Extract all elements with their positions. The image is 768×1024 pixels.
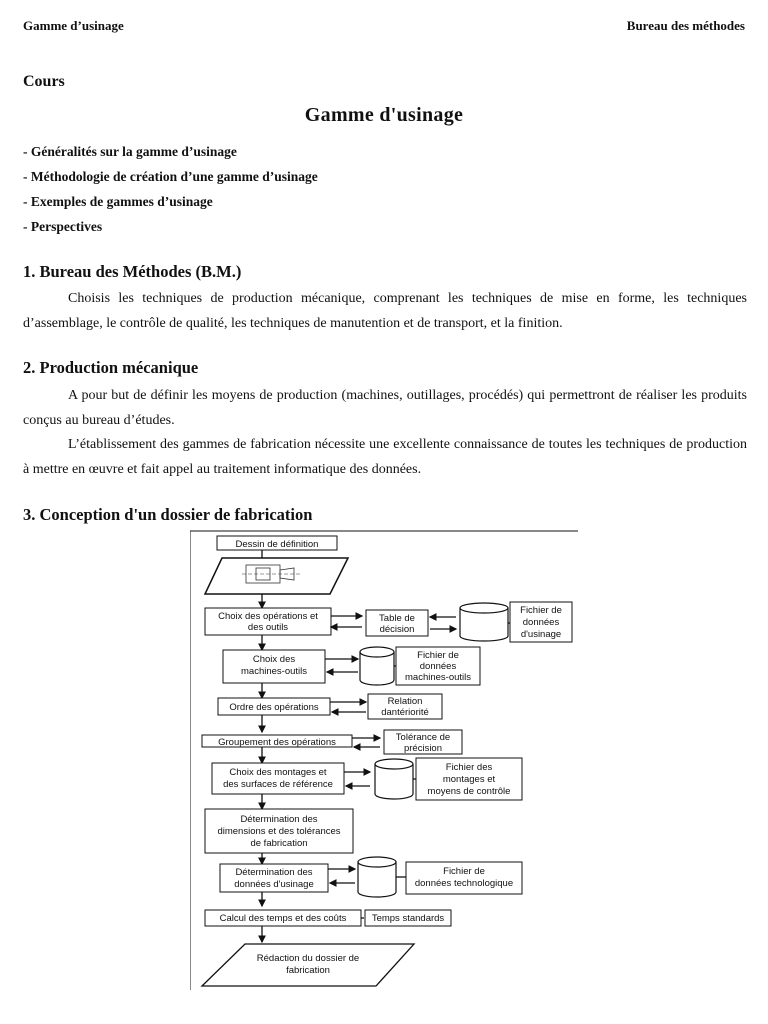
- toc-item: - Perspectives: [23, 219, 103, 234]
- label-fichier-montages-3: moyens de contrôle: [427, 786, 511, 797]
- cours-label: Cours: [23, 73, 65, 90]
- label-ordre: Ordre des opérations: [229, 702, 319, 713]
- label-groupement: Groupement des opérations: [218, 737, 336, 748]
- drawing-sheet-icon: [205, 558, 348, 594]
- label-choix-operations-1: Choix des opérations et: [218, 611, 318, 622]
- database-techno-icon: [358, 857, 396, 897]
- database-usinage-icon: [460, 603, 508, 641]
- toc-item: - Exemples de gammes d’usinage: [23, 194, 213, 209]
- label-fichier-techno-1: Fichier de: [443, 866, 485, 877]
- label-fichier-montages-2: montages et: [442, 774, 496, 785]
- label-redaction-1: Rédaction du dossier de: [256, 953, 360, 964]
- label-calcul: Calcul des temps et des coûts: [219, 913, 347, 924]
- label-choix-machines-2: machines-outils: [241, 666, 307, 677]
- label-determination-dim-3: de fabrication: [250, 838, 308, 849]
- toc-item: - Généralités sur la gamme d’usinage: [23, 144, 237, 159]
- label-determination-donnees-2: données d'usinage: [234, 879, 314, 890]
- label-choix-montages-2: des surfaces de référence: [223, 779, 333, 790]
- section-2-paragraph-2: L’établissement des gammes de fabrication nécessite une excellente connaissance de toutes les techniques de production à mettre en œuvre et fait appel au traitement informatique des données.: [23, 437, 747, 477]
- label-choix-montages-1: Choix des montages et: [229, 767, 327, 778]
- label-determination-donnees-1: Détermination des: [235, 867, 313, 878]
- label-relation-2: dantériorité: [381, 707, 429, 718]
- label-fichier-usinage-3: d'usinage: [520, 629, 562, 640]
- database-montages-icon: [375, 759, 413, 799]
- label-determination-dim-2: dimensions et des tolérances: [217, 826, 341, 837]
- label-fichier-machines-3: machines-outils: [405, 672, 471, 683]
- label-temps-standards: Temps standards: [371, 913, 445, 924]
- label-fichier-usinage-1: Fichier de: [520, 605, 562, 616]
- label-dessin: Dessin de définition: [235, 539, 319, 550]
- label-redaction-2: fabrication: [286, 965, 330, 976]
- toc-item: - Méthodologie de création d’une gamme d’usinage: [23, 169, 318, 184]
- label-table-1: Table de: [379, 613, 415, 624]
- label-fichier-usinage-2: données: [522, 617, 560, 628]
- label-fichier-techno-2: données technologique: [414, 878, 514, 889]
- page-title: Gamme d'usinage: [304, 104, 464, 126]
- label-tolerance-1: Tolérance de: [395, 732, 451, 743]
- section-3-heading: 3. Conception d'un dossier de fabrication: [23, 505, 313, 524]
- label-determination-dim-1: Détermination des: [240, 814, 318, 825]
- label-choix-operations-2: des outils: [247, 622, 289, 633]
- label-fichier-machines-1: Fichier de: [417, 650, 459, 661]
- section-2-heading: 2. Production mécanique: [23, 358, 199, 377]
- label-fichier-machines-2: données: [419, 661, 457, 672]
- header-right: Bureau des méthodes: [626, 18, 745, 33]
- table-of-contents: [23, 143, 318, 243]
- database-machines-icon: [360, 647, 394, 685]
- label-fichier-montages-1: Fichier des: [445, 762, 493, 773]
- section-1-text: Choisis les techniques de production mécanique, comprenant les techniques de mise en forme, les techniques d’assemblage, le contrôle de qualité, les techniques de manutention et de transport, et la finition.: [23, 291, 747, 331]
- label-table-2: décision: [379, 624, 415, 635]
- section-2-paragraph-1: A pour but de définir les moyens de production (machines, outillages, procédés) qui permettront de réaliser les produits conçus au bureau d’études.: [23, 388, 747, 428]
- label-tolerance-2: précision: [403, 743, 443, 754]
- flowchart-diagram: [190, 528, 582, 992]
- header-left: Gamme d’usinage: [23, 18, 124, 33]
- label-choix-machines-1: Choix des: [252, 654, 296, 665]
- section-1-heading: 1. Bureau des Méthodes (B.M.): [23, 262, 242, 281]
- label-relation-1: Relation: [387, 696, 423, 707]
